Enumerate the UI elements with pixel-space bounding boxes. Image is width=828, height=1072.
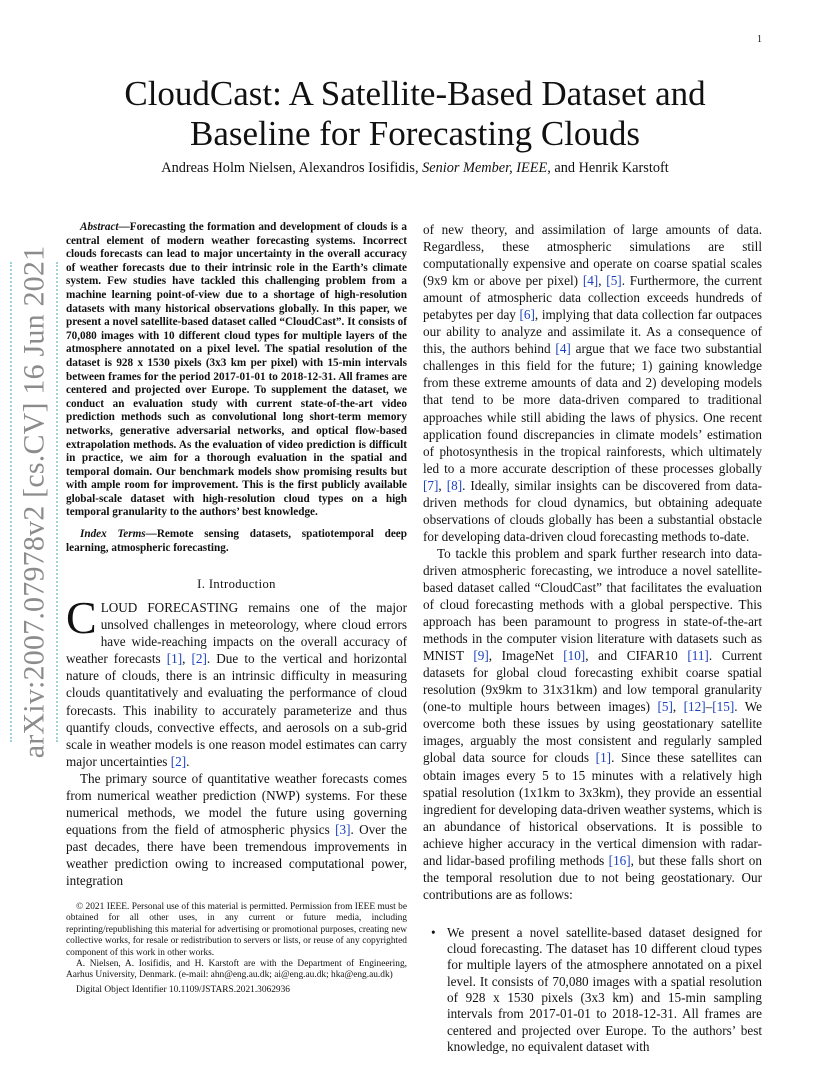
citation-link[interactable]: [4]: [582, 273, 599, 289]
author-names-last: , and Henrik Karstoft: [547, 160, 669, 176]
intro-paragraph-2: [66, 770, 407, 889]
text-run: To tackle this problem and spark further research into data-driven atmospheric forecasting, we introduce a novel satellite-based dataset called “CloudCast” that facilitates the evaluation of cloud forecasting methods with a global perspective. This approach has been paramount to progress in state-of-the-art methods in the computer vision literature with datasets such as MNIST: [423, 545, 762, 664]
text-run: .: [186, 753, 190, 769]
section-heading-introduction: I. Introduction: [197, 577, 276, 592]
abstract: [66, 221, 407, 520]
contributions-list: [423, 925, 762, 1055]
text-run: ,: [598, 273, 607, 289]
citation-link[interactable]: [5]: [606, 273, 622, 289]
paper-title: CloudCast: A Satellite-Based Dataset and Baseline for Forecasting Clouds: [124, 74, 706, 153]
citation-link[interactable]: [16]: [608, 852, 631, 868]
text-run: LOUD FORECASTING remains one of the major unsolved challenges in meteorology, where cloud errors have wide-reaching impacts on the overall accuracy of weather forecasts: [66, 600, 407, 667]
text-run: . Furthermore, the current amount of atmospheric data collection exceeds hundreds of petabytes per day: [423, 273, 763, 323]
citation-link[interactable]: [5]: [657, 699, 673, 715]
citation-link[interactable]: [15]: [712, 699, 735, 715]
page-number: 1: [757, 34, 762, 45]
index-terms-label: Index Terms: [80, 528, 146, 541]
text-run: , but these falls short on the temporal resolution due to not being geostationary. Our contributions are as follows:: [423, 852, 762, 902]
contribution-item: • We present a novel satellite-based dataset designed for cloud forecasting. The dataset has 10 different cloud types for multiple layers of the atmosphere annotated on a pixel level. It consists of 70,080 images with a spatial resolution of 928 x 1530 pixels (3x3 km) and 15-min sampling intervals from 2017-01-01 to 2018-12-31. All frames are centered and projected over Europe. To the authors’ best knowledge, no equivalent dataset with: [423, 925, 762, 1055]
text-run: , and CIFAR10: [585, 648, 688, 664]
text-run: . Due to the vertical and horizontal nature of clouds, there is an intrinsic difficulty in measuring clouds quantitatively and evaluating the performance of cloud forecasts. This inability to accurately parameterize and thus quantify clouds, convective effects, and aerosols on a sub-grid scale in weather models is one reason model estimates can carry major uncertainties: [66, 651, 408, 769]
text-run: , implying that data collection far outpaces our ability to analyze and assimilate it. As a consequence of this, the authors behind: [423, 307, 762, 357]
citation-link[interactable]: [1]: [166, 651, 183, 667]
author-role: Senior Member, IEEE: [422, 160, 548, 176]
text-run: ,: [672, 699, 684, 715]
text-run: of new theory, and assimilation of large amounts of data. Regardless, these atmospheric simulations are still computationally expensive and operate on coarse spatial scales (9x9 km or above per pixel): [423, 222, 762, 289]
intro-paragraph-1: [66, 592, 408, 769]
text-run: . Over the past decades, there have been tremendous improvements in weather prediction owing to increased computational power, integration: [66, 821, 407, 888]
index-terms: [66, 528, 407, 555]
text-run: . Ideally, similar insights can be discovered from data-driven methods for cloud dynamics, but obtaining adequate observations of clouds globally has been a substantial obstacle for developing data-driven cloud forecasting methods to-date.: [423, 477, 763, 544]
index-terms-text: —Remote sensing datasets, spatiotemporal deep learning, atmospheric forecasting.: [66, 528, 407, 554]
text-run: ,: [438, 477, 447, 493]
text-run: –: [705, 699, 713, 715]
abstract-label: Abstract: [80, 221, 119, 233]
doi-line: Digital Object Identifier 10.1109/JSTARS.2021.3062936: [76, 984, 290, 995]
citation-link[interactable]: [3]: [335, 821, 351, 837]
text-run: ,: [182, 651, 192, 667]
abstract-text: —Forecasting the formation and development of clouds is a central element of modern weather forecasting systems. Incorrect clouds forecasts can lead to major uncertainty in the overall accuracy of weather forecasts due to their intrinsic role in the Earth’s climate system. Few studies have tackled this challenging problem from a machine learning point-of-view due to a shortage of high-resolution datasets with many historical observations globally. In this paper, we present a novel satellite-based dataset called “CloudCast”. It consists of 70,080 images with 10 different cloud types for multiple layers of the atmosphere annotated on a pixel level. The spatial resolution of the dataset is 928 x 1530 pixels (3x3 km per pixel) with 15-min intervals between frames for the period 2017-01-01 to 2018-12-31. All frames are centered and projected over Europe. To supplement the dataset, we conduct an evaluation study with current state-of-the-art video prediction methods such as convolutional long short-term memory networks, generative adversarial networks, and optical flow-based extrapolation methods. As the evaluation of video prediction is difficult in practice, we aim for a thorough evaluation in the spatial and temporal domain. Our benchmark models show promising results but with ample room for improvement. This is the first publicly available global-scale dataset with high-resolution cloud types on a high temporal granularity to the authors’ best knowledge.: [66, 221, 407, 519]
citation-link[interactable]: [11]: [687, 648, 709, 664]
drop-cap: C: [66, 592, 97, 644]
introduction-body: [66, 592, 408, 889]
copyright-notice: © 2021 IEEE. Personal use of this material is permitted. Permission from IEEE must be obtained for all other uses, in any current or future media, including reprinting/republishing this material for advertising or promotional purposes, creating new collective works, for resale or redistribution to servers or lists, or reuse of any copyrighted component of this work in other works.: [66, 902, 407, 958]
citation-link[interactable]: [9]: [473, 648, 489, 664]
text-run: . Since these satellites can obtain images every 5 to 15 minutes with a relatively high spatial resolution (1x1km to 3x3km), they provide an essential ingredient for developing data-driven weather systems, which is an abundance of historical observations. It is possible to achieve higher accuracy in the vertical dimension with radar- and lidar-based profiling methods: [423, 750, 763, 868]
right-paragraph-1: [423, 221, 762, 545]
arxiv-stamp[interactable]: [10, 245, 58, 759]
citation-link[interactable]: [6]: [519, 307, 535, 323]
citation-link[interactable]: [12]: [683, 699, 706, 715]
citation-link[interactable]: [10]: [563, 648, 586, 664]
text-run: The primary source of quantitative weather forecasts comes from numerical weather prediction (NWP) systems. For these numerical methods, we model the future using governing equations from the field of atmospheric physics: [66, 770, 407, 837]
citation-link[interactable]: [7]: [423, 477, 439, 493]
author-names-first: Andreas Holm Nielsen, Alexandros Iosifidis,: [161, 160, 423, 176]
arxiv-stamp-text: arXiv:2007.07978v2 [cs.CV] 16 Jun 2021: [17, 245, 50, 759]
author-affiliation: A. Nielsen, A. Iosifidis, and H. Karstoft are with the Department of Engineering, Aarhus University, Denmark. (e-mail: ahn@eng.au.dk; ai@eng.au.dk; hka@eng.au.dk): [66, 959, 407, 981]
right-column: [423, 221, 762, 1055]
left-column: [66, 221, 407, 889]
right-paragraph-2: [423, 545, 762, 903]
author-line: [60, 160, 770, 177]
citation-link[interactable]: [2]: [191, 651, 207, 667]
citation-link[interactable]: [4]: [555, 341, 571, 357]
footnote: [66, 902, 407, 996]
text-run: . We overcome both these issues by using geostationary satellite images, arguably the most consistent and regularly sampled global data source for clouds: [423, 699, 763, 766]
citation-link[interactable]: [1]: [595, 750, 612, 766]
text-run: , ImageNet: [488, 648, 564, 664]
text-run: . Current datasets for global cloud forecasting exhibit coarse spatial resolution (9x9km to 31x31km) and low temporal granularity (one-to multiple hours between images): [423, 648, 762, 715]
citation-link[interactable]: [8]: [446, 477, 463, 493]
citation-link[interactable]: [2]: [170, 753, 187, 769]
text-run: argue that we face two substantial challenges in this field for the future; 1) gaining knowledge from these extreme amounts of data and 2) developing models that tend to be more data-driven compared to traditional approaches while still abiding the laws of physics. One recent application found discrepancies in climate models’ estimation of photosynthesis in the tropical rainforests, which ultimately led to a more accurate description of these processes globally: [423, 341, 762, 476]
